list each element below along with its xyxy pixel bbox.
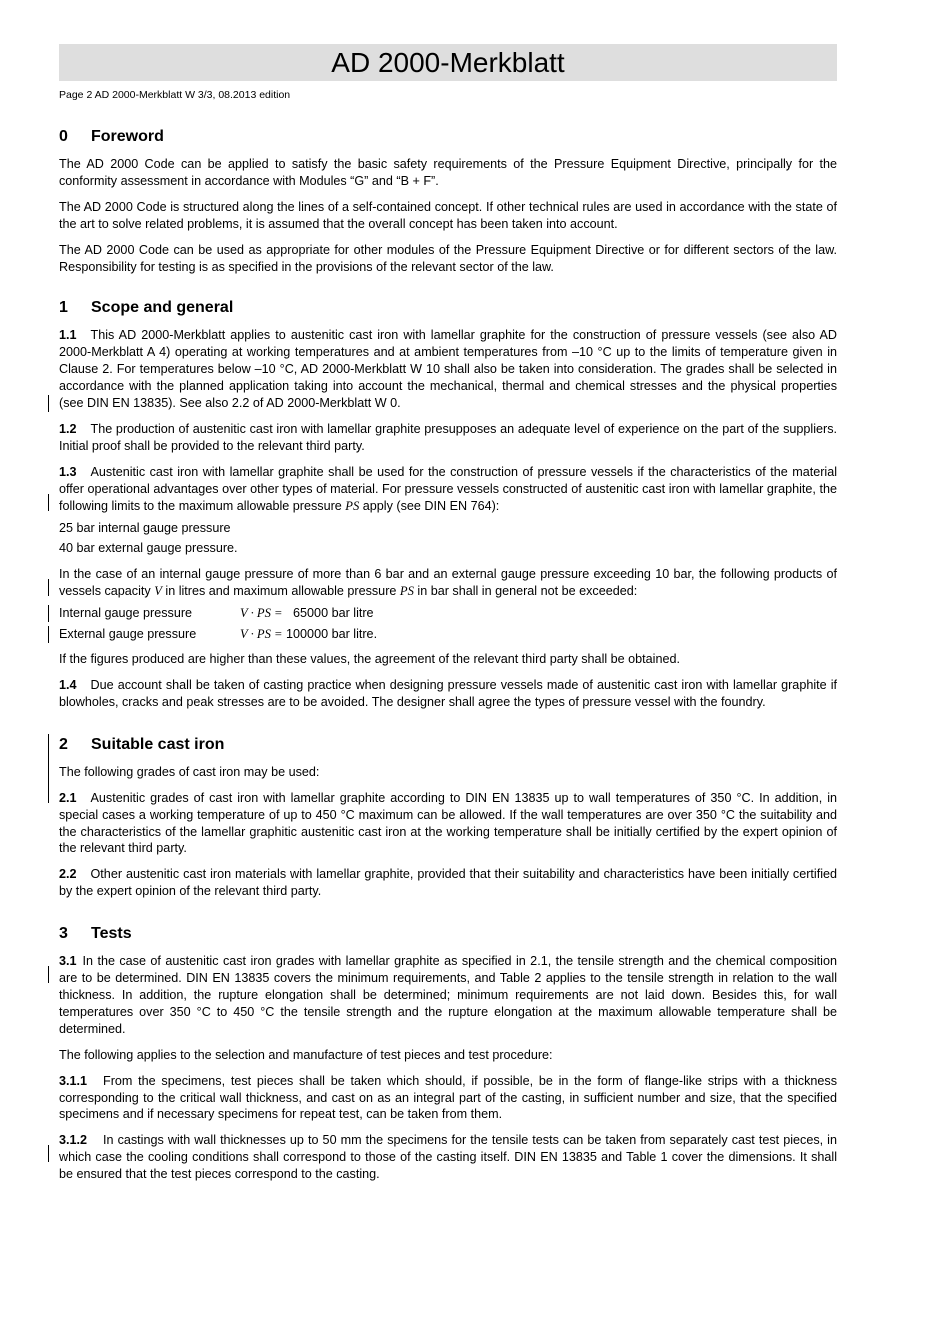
clause-number: 2.2 [59, 867, 77, 882]
clause-text: In castings with wall thicknesses up to 50 mm the specimens for the tensile tests can be taken from separately cast test pieces, in which case the cooling conditions shall correspond to those of the casting itself. DIN EN 13835 and Table 1 cover the dimensions. It shall be ensured that the test pieces correspond to the casting. [59, 1133, 837, 1182]
formula-label: External gauge pressure [59, 627, 197, 642]
clause-number: 1.4 [59, 678, 77, 693]
clause-3-1-1 [59, 1073, 837, 1124]
clause-3-1-2 [59, 1132, 837, 1183]
clause-3-1-procedure: The following applies to the selection and manufacture of test pieces and test procedure: [59, 1047, 553, 1062]
clause-3-1 [59, 953, 837, 1038]
formula-row-internal [59, 605, 837, 622]
formula-row-external [59, 626, 837, 643]
section-2-heading [59, 736, 837, 754]
foreword-paragraph-1: The AD 2000 Code can be applied to satisfy the basic safety requirements of the Pressure Equipment Directive, principally for the conformity assessment in accordance with Modules “G” and “B + F”. [59, 157, 837, 188]
clause-text: In the case of an internal gauge pressure of more than 6 bar and an external gauge pressure exceeding 10 bar, the following products of vessels capacity [59, 567, 837, 599]
clause-number: 3.1 [59, 954, 77, 969]
page-info: Page 2 AD 2000-Merkblatt W 3/3, 08.2013 edition [59, 89, 291, 101]
clause-number: 1.3 [59, 464, 77, 479]
clause-text-end: apply (see DIN EN 764): [362, 498, 500, 513]
section-title: Foreword [91, 128, 164, 145]
change-bar [48, 1145, 49, 1162]
clause-1-3 [59, 464, 837, 515]
change-bar [48, 494, 49, 511]
clause-text: Other austenitic cast iron materials with lamellar graphite, provided that their suitability and characteristics have been initially certified by the expert opinion of the relevant third party. [59, 867, 837, 899]
clause-number: 1.1 [59, 328, 77, 343]
clause-1-4 [59, 677, 837, 711]
clause-text: Due account shall be taken of casting practice when designing pressure vessels made of austenitic cast iron with lamellar graphite if blowholes, cracks and peak stresses are to be avoided. The designer shall agree the types of pressure vessel with the foundry. [59, 678, 837, 709]
change-bar [48, 626, 49, 643]
clause-1-2 [59, 421, 837, 455]
clause-number: 1.2 [59, 421, 77, 436]
pressure-limit-internal: 25 bar internal gauge pressure [59, 520, 231, 535]
formula-value: 100000 bar litre. [286, 627, 378, 642]
section-2-intro: The following grades of cast iron may be used: [59, 764, 320, 779]
change-bar [48, 605, 49, 622]
variable-v: V [154, 584, 162, 599]
section-0-heading [59, 128, 837, 146]
clause-text: in litres and maximum allowable pressure [165, 584, 397, 599]
pressure-limit-external: 40 bar external gauge pressure. [59, 541, 238, 556]
section-title: Scope and general [91, 299, 234, 317]
clause-number: 2.1 [59, 790, 77, 805]
formula-label: Internal gauge pressure [59, 606, 193, 621]
section-3-heading [59, 925, 837, 943]
change-bar [48, 579, 49, 596]
formula-value: 65000 bar litre [293, 606, 374, 621]
clause-text: From the specimens, test pieces shall be taken which should, if possible, be in the form of flange-like strips with a thickness corresponding to the critical wall thickness, and cast on as an integral part of the casting, in sufficient number and size, that the specified specimens and if necessary specimens for repeat test, can be taken from them. [59, 1073, 837, 1122]
clause-text: in bar shall in general not be exceeded: [417, 584, 638, 599]
clause-text: In the case of austenitic cast iron grades with lamellar graphite as specified in 2.1, the tensile strength and the chemical composition are to be determined. DIN EN 13835 covers the minimum requirements, and Table 2 applies to the tensile strength in relation to the wall thickness. In addition, the rupture elongation shall be determined; minimum requirements are not laid down. Besides this, for wall temperatures over 350 °C to 450 °C the tensile strength and the rupture elongation at the maximum allowable temperature shall be determined. [59, 954, 837, 1036]
change-bar [48, 966, 49, 983]
section-title: Tests [91, 925, 132, 943]
section-number: 0 [59, 128, 68, 145]
clause-text: This AD 2000-Merkblatt applies to austenitic cast iron with lamellar graphite for the construction of pressure vessels (see also AD 2000-Merkblatt A 4) operating at working temperatures and at ambient temperatures from –10 °C up to the limits of temperature given in Clause 2. For temperatures below –10 °C, AD 2000-Merkblatt W 10 shall also be taken into consideration. The grades shall be selected in accordance with the planned application taking into account the mechanical, thermal and chemical stresses and the physical properties (see DIN EN 13835). See also 2.2 of AD 2000-Merkblatt W 0. [59, 328, 837, 411]
clause-text: The production of austenitic cast iron with lamellar graphite presupposes an adequate level of experience on the part of the suppliers. Initial proof shall be provided to the relevant third party. [59, 421, 837, 453]
clause-2-1 [59, 790, 837, 858]
clause-text: Austenitic cast iron with lamellar graphite shall be used for the construction of pressure vessels if the characteristics of the material offer operational advantages over other types of material. For pressure vessels constructed of austenitic cast iron with lamellar graphite, the following limits to the maximum allowable pressure [59, 464, 837, 513]
section-title: Suitable cast iron [91, 735, 225, 753]
clause-1-3-products [59, 566, 837, 600]
section-2 [59, 736, 837, 781]
change-bar [48, 395, 49, 412]
section-number: 3 [59, 925, 68, 943]
clause-text: Austenitic grades of cast iron with lamellar graphite according to DIN EN 13835 up to wall temperatures of 350 °C. In addition, in special cases a working temperature of up to 450 °C maximum can be allowed. If the wall temperatures are over 350 °C the suitability and the characteristics of the lamellar graphitic austenitic cast iron at the working temperature shall be initially certified by the expert opinion of the relevant third party. [59, 790, 837, 856]
clause-1-3-agreement: If the figures produced are higher than these values, the agreement of the relevant third party shall be obtained. [59, 652, 680, 667]
clause-2-2 [59, 866, 837, 900]
variable-ps: PS [345, 498, 360, 513]
change-bar [48, 790, 49, 803]
clause-1-1 [59, 327, 837, 412]
formula-expression: V · PS = [240, 606, 283, 621]
clause-number: 3.1.1 [59, 1073, 88, 1088]
clause-number: 3.1.2 [59, 1133, 88, 1148]
section-1-heading [59, 299, 837, 317]
foreword-paragraph-3: The AD 2000 Code can be used as appropriate for other modules of the Pressure Equipment Directive or for different sectors of the law. Responsibility for testing is as specified in the provisions of the relevant sector of the law. [59, 242, 837, 274]
foreword-paragraph-2: The AD 2000 Code is structured along the lines of a self-contained concept. If other technical rules are used in accordance with the state of the art to solve related problems, it is assumed that the overall concept has been taken into account. [59, 199, 837, 231]
section-number: 2 [59, 735, 68, 753]
formula-expression: V · PS = [240, 627, 283, 642]
document-page [59, 44, 837, 1183]
section-number: 1 [59, 299, 68, 317]
document-title: AD 2000-Merkblatt [59, 44, 837, 81]
variable-ps: PS [399, 584, 414, 599]
